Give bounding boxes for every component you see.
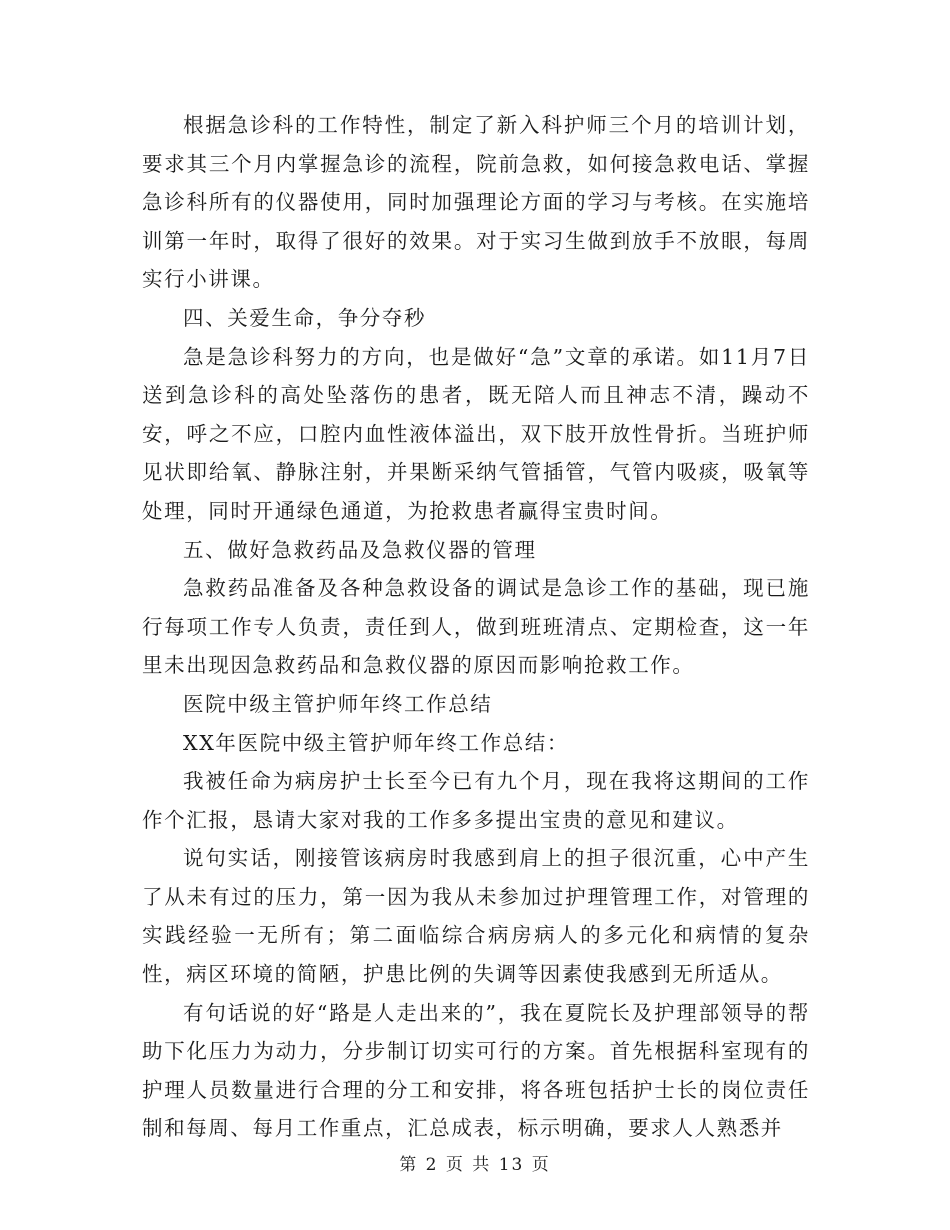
heading-section-five: 五、做好急救药品及急救仪器的管理 bbox=[183, 537, 537, 562]
paragraph-training-plan: 根据急诊科的工作特性，制定了新入科护师三个月的培训计划，要求其三个月内掌握急诊的流程，院前急救，如何接急救电话、掌握急诊科所有的仪器使用，同时加强理论方面的学习与考核。在实施培训第一年时，取得了很好的效果。对于实习生做到放手不放眼，每周实行小讲课。 bbox=[142, 113, 810, 292]
page-number-footer: 第 2 页 共 13 页 bbox=[399, 1155, 551, 1175]
paragraph-emergency-case: 急是急诊科努力的方向，也是做好“急”文章的承诺。如11月7日送到急诊科的高处坠落伤的患者，既无陪人而且神志不清，躁动不安，呼之不应，口腔内血性液体溢出，双下肢开放性骨折。当班护师见状即给氧、静脉注射，并果断采纳气管插管，气管内吸痰，吸氧等处理，同时开通绿色通道，为抢救患者赢得宝贵时间。 bbox=[142, 344, 810, 523]
paragraph-appointment: 我被任命为病房护士长至今已有九个月，现在我将这期间的工作作个汇报，恳请大家对我的工作多多提出宝贵的意见和建议。 bbox=[142, 769, 810, 832]
heading-summary-subtitle: XX年医院中级主管护师年终工作总结： bbox=[183, 730, 569, 755]
paragraph-pressure: 说句实话，刚接管该病房时我感到肩上的担子很沉重，心中产生了从未有过的压力，第一因为我从未参加过护理管理工作，对管理的实践经验一无所有；第二面临综合病房病人的多元化和病情的复杂性，病区环境的简陋，护患比例的失调等因素使我感到无所适从。 bbox=[142, 846, 810, 987]
paragraph-plan-steps: 有句话说的好“路是人走出来的”，我在夏院长及护理部领导的帮助下化压力为动力，分步制订切实可行的方案。首先根据科室现有的护理人员数量进行合理的分工和安排，将各班包括护士长的岗位责任制和每周、每月工作重点，汇总成表，标示明确，要求人人熟悉并 bbox=[142, 1000, 810, 1141]
document-body bbox=[142, 106, 810, 1148]
heading-summary-title: 医院中级主管护师年终工作总结 bbox=[183, 691, 493, 716]
paragraph-drug-management: 急救药品准备及各种急救设备的调试是急诊工作的基础，现已施行每项工作专人负责，责任到人，做到班班清点、定期检查，这一年里未出现因急救药品和急救仪器的原因而影响抢救工作。 bbox=[142, 576, 810, 678]
heading-section-four: 四、关爱生命，争分夺秒 bbox=[183, 305, 427, 330]
